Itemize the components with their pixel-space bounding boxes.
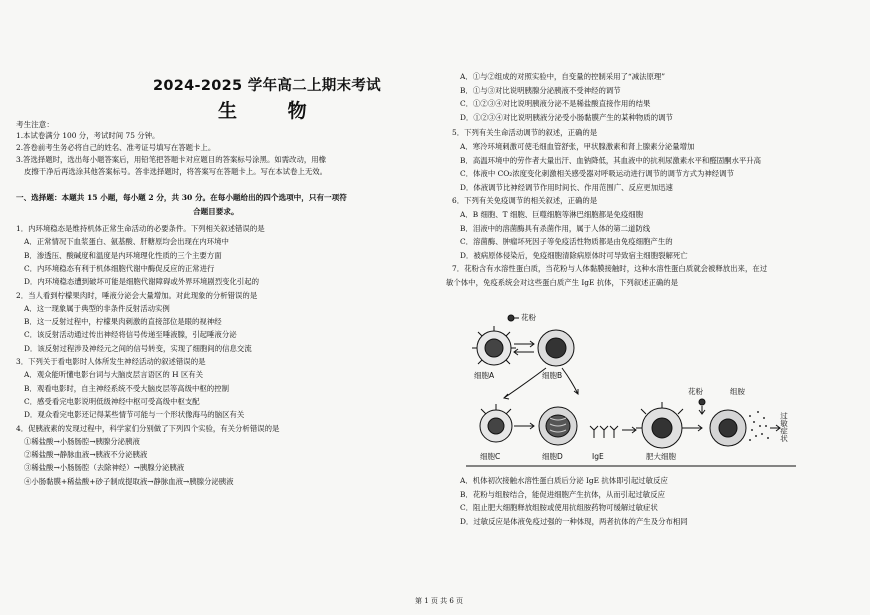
- question-option: D．内环境稳态遭到破坏可能是细胞代谢障碍或外界环境剧烈变化引起的: [24, 277, 260, 287]
- question-option: D．该反射过程涉及神经元之间的信号转变，实现了细胞间的信息交流: [24, 343, 252, 353]
- question-option: D．过敏反应是体液免疫过强的一种体现，两者抗体的产生及分布相同: [460, 516, 688, 526]
- question-option: ①稀盐酸→小肠肠腔→胰腺分泌胰液: [24, 436, 140, 446]
- question-stem: 5．下列有关生命活动调节的叙述，正确的是: [452, 128, 598, 138]
- question-option: A．正常情况下血浆蛋白、氨基酸、肝糖原均会出现在内环境中: [24, 237, 229, 247]
- arrow-c-d: [514, 423, 534, 429]
- left-column: [16, 0, 428, 615]
- arrow-ige-mast: [622, 427, 636, 433]
- question-stem: 2．当人看到柠檬果肉时，唾液分泌会大量增加。对此现象的分析错误的是: [16, 290, 258, 300]
- question-option: B．观看电影时，自主神经系统不受大脑皮层等高级中枢的控制: [24, 383, 229, 393]
- arrow-mast-release: [688, 425, 702, 431]
- question-option: D．①②③④对比说明胰液分泌受小肠黏膜产生的某种物质的调节: [460, 112, 673, 122]
- question-option: B．①与③对比说明胰腺分泌胰液不受神经的调节: [460, 85, 621, 95]
- note-item: 1.本试卷满分 100 分，考试时间 75 分钟。: [16, 131, 160, 140]
- note-item: 2.答卷前考生务必将自己的姓名、准考证号填写在答题卡上。: [16, 143, 216, 152]
- question-option: B．花粉与组胺结合，能促进细胞产生抗体，从而引起过敏反应: [460, 489, 665, 499]
- question-option: C．内环境稳态有利于机体细胞代谢中酶促反应的正常进行: [24, 263, 215, 273]
- question-stem: 4．促胰液素的发现过程中，科学家们分别做了下列四个实验，有关分析错误的是: [16, 423, 280, 433]
- question-option: A．①与②组成的对照实验中，自变量的控制采用了“减法原理”: [460, 72, 666, 81]
- releasing-cell-nucleus: [719, 419, 737, 437]
- question-option: D．被病原体侵染后，免疫细胞清除病原体时可导致宿主细胞裂解死亡: [460, 250, 688, 260]
- question-option: C．①②③④对比说明胰液分泌不是稀盐酸直接作用的结果: [460, 99, 651, 109]
- notes-heading: 考生注意：: [16, 120, 54, 129]
- question-stem: 7．花粉含有水溶性蛋白质，当花粉与人体黏膜接触时，这种水溶性蛋白质就会被释放出来，在过: [452, 264, 768, 274]
- arrow-a-b: [514, 341, 534, 347]
- ige-antibodies: [590, 426, 618, 438]
- question-option: C．体液中 CO₂浓度变化刺激相关感受器对呼吸运动进行调节的调节方式为神经调节: [460, 169, 734, 179]
- question-option: C．该反射活动通过传出神经将信号传递至唾液腺，引起唾液分泌: [24, 330, 237, 340]
- question-option: D．观众看完电影还记得某些情节可能与一个形状像海马的脑区有关: [24, 410, 245, 420]
- label-ige: IgE: [592, 452, 604, 461]
- arrow-allergy: [770, 425, 780, 431]
- arrow-b-a: [514, 349, 534, 355]
- label-cell-d: 细胞D: [542, 452, 563, 461]
- question-option: A．这一现象属于典型的非条件反射活动实例: [24, 303, 170, 313]
- question-option: B．渗透压、酸碱度和温度是内环境理化性质的三个主要方面: [24, 250, 222, 260]
- mast-cell-nucleus: [652, 418, 672, 438]
- question-option: B．泪液中的溶菌酶具有杀菌作用，属于人体的第二道防线: [460, 223, 651, 233]
- question-option: D．体液调节比神经调节作用时间长、作用范围广、反应更加迅速: [460, 182, 673, 192]
- label-mast-cell: 肥大细胞: [646, 452, 676, 461]
- pollen-grain: [699, 399, 705, 405]
- arrow-b-d: [562, 368, 578, 394]
- question-option: C．溶菌酶、肿瘤坏死因子等免疫活性物质都是由免疫细胞产生的: [460, 237, 673, 247]
- question-option: ③稀盐酸→小肠肠腔（去除神经）→胰腺分泌胰液: [24, 463, 185, 473]
- label-pollen-mid: 花粉: [688, 387, 703, 396]
- arrow-b-c: [504, 368, 546, 399]
- section-heading: 一、选择题：本题共 15 小题，每小题 2 分，共 30 分。在每小题给出的四个选项中，只有一项符: [16, 193, 347, 202]
- label-cell-c: 细胞C: [480, 452, 501, 461]
- question-option: A．机体初次接触水溶性蛋白质后分泌 IgE 抗体即引起过敏反应: [460, 476, 668, 485]
- question-stem: 敏个体中，免疫系统会对这些蛋白质产生 IgE 抗体，下列叙述正确的是: [446, 278, 679, 287]
- question-stem: 3．下列关于看电影时人体所发生神经活动的叙述错误的是: [16, 357, 206, 366]
- question-option: B．这一反射过程中，柠檬果肉刺激的直接部位是眼的视神经: [24, 317, 222, 327]
- question-option: ④小肠黏膜+稀盐酸+砂子制成提取液→静脉血液→胰腺分泌胰液: [24, 476, 234, 486]
- question-option: ②稀盐酸→静脉血液→胰液不分泌胰液: [24, 450, 148, 460]
- cell-c-nucleus: [488, 418, 504, 434]
- question-option: B．高温环境中的劳作者大量出汗、血钠降低，其血液中的抗利尿激素水平和醛固酮水平升高: [460, 155, 762, 165]
- right-column: [446, 0, 822, 615]
- cell-b-nucleus: [546, 338, 566, 358]
- note-item: 皮擦干净后再选涂其他答案标号。答非选择题时，将答案写在答题卡上。写在本试卷上无效。: [24, 167, 328, 176]
- question-option: C．阻止肥大细胞释放组胺或使用抗组胺药物可缓解过敏症状: [460, 503, 658, 513]
- note-item: 3.答选择题时，选出每小题答案后，用铅笔把答题卡对应题目的答案标号涂黑。如需改动，用橡: [16, 155, 327, 164]
- question-option: C．感受看完电影说明低级神经中枢可受高级中枢支配: [24, 396, 200, 406]
- exam-title: 2024-2025 学年高二上期末考试: [153, 78, 381, 94]
- histamine-particles: [749, 411, 769, 441]
- question-stem: 1．内环境稳态是维持机体正常生命活动的必要条件。下列相关叙述错误的是: [16, 224, 265, 233]
- exam-subject: 生 物: [218, 100, 329, 122]
- label-histamine: 组胺: [730, 387, 745, 396]
- question-option: A．寒冷环境刺激可使毛细血管舒张，甲状腺激素和肾上腺素分泌量增加: [460, 142, 695, 151]
- label-cell-b: 细胞B: [542, 371, 563, 380]
- section-heading-cont: 合题目要求。: [193, 207, 239, 216]
- cell-a-nucleus: [485, 339, 503, 357]
- label-cell-a: 细胞A: [474, 371, 495, 380]
- question-option: A．观众能听懂电影台词与大脑皮层言语区的 H 区有关: [24, 370, 204, 380]
- label-pollen-top: 花粉: [521, 313, 536, 322]
- label-allergy: 过敏症状: [779, 412, 789, 442]
- allergy-figure: [466, 308, 796, 476]
- page-footer: 第 1 页 共 6 页: [415, 597, 464, 605]
- question-option: A．B 细胞、T 细胞、巨噬细胞等淋巴细胞都是免疫细胞: [460, 210, 643, 219]
- question-stem: 6．下列有关免疫调节的相关叙述，正确的是: [452, 196, 598, 206]
